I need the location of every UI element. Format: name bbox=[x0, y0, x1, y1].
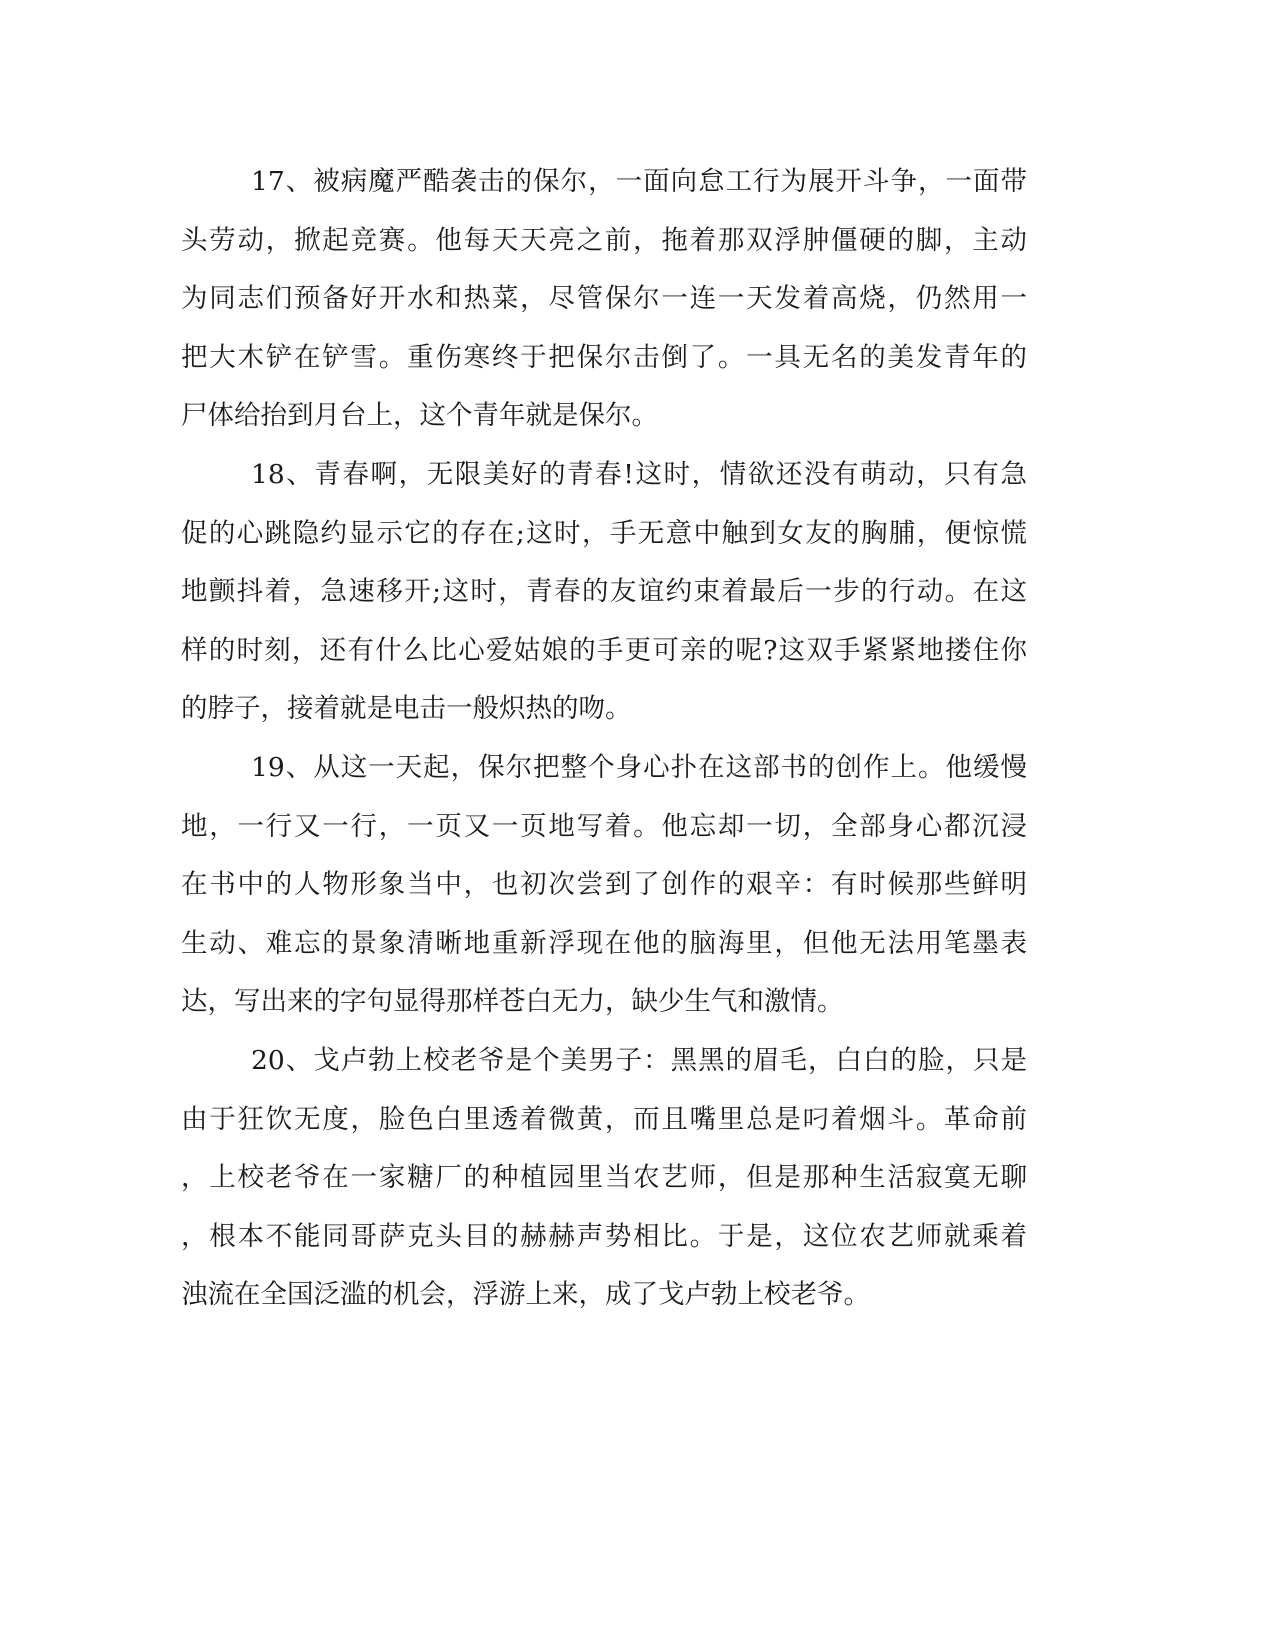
paragraph-18 bbox=[181, 446, 1027, 739]
paragraph-line: 在书中的人物形象当中，也初次尝到了创作的艰辛：有时候那些鲜明 bbox=[181, 869, 1027, 901]
paragraph-line: 生动、难忘的景象清晰地重新浮现在他的脑海里，但他无法用笔墨表 bbox=[181, 927, 1027, 959]
paragraph-line: ，根本不能同哥萨克头目的赫赫声势相比。于是，这位农艺师就乘着 bbox=[181, 1220, 1027, 1252]
paragraph-line: 17、被病魔严酷袭击的保尔，一面向怠工行为展开斗争，一面带 bbox=[251, 166, 1027, 197]
paragraph-20 bbox=[181, 1032, 1027, 1325]
paragraph-line: 20、戈卢勃上校老爷是个美男子：黑黑的眉毛，白白的脸，只是 bbox=[251, 1044, 1027, 1076]
paragraph-line: 的脖子，接着就是电击一般炽热的吻。 bbox=[181, 693, 632, 725]
paragraph-line: 头劳动，掀起竞赛。他每天天亮之前，拖着那双浮肿僵硬的脚，主动 bbox=[181, 224, 1027, 256]
paragraph-line: 18、青春啊，无限美好的青春!这时，情欲还没有萌动，只有急 bbox=[251, 458, 1027, 490]
paragraph-line: 样的时刻，还有什么比心爱姑娘的手更可亲的呢?这双手紧紧地搂住你 bbox=[181, 634, 1027, 666]
paragraph-19 bbox=[181, 739, 1027, 1032]
paragraph-17 bbox=[181, 153, 1027, 446]
paragraph-line: 尸体给抬到月台上，这个青年就是保尔。 bbox=[181, 400, 658, 432]
paragraph-line: 为同志们预备好开水和热菜，尽管保尔一连一天发着高烧，仍然用一 bbox=[181, 283, 1027, 315]
paragraph-line: 地，一行又一行，一页又一页地写着。他忘却一切，全部身心都沉浸 bbox=[181, 810, 1027, 842]
paragraph-line: 达，写出来的字句显得那样苍白无力，缺少生气和激情。 bbox=[181, 986, 844, 1018]
paragraph-line: 浊流在全国泛滥的机会，浮游上来，成了戈卢勃上校老爷。 bbox=[181, 1279, 870, 1311]
paragraph-line: ，上校老爷在一家糖厂的种植园里当农艺师，但是那种生活寂寞无聊 bbox=[181, 1162, 1027, 1194]
paragraph-line: 由于狂饮无度，脸色白里透着微黄，而且嘴里总是叼着烟斗。革命前 bbox=[181, 1103, 1027, 1135]
paragraph-line: 把大木铲在铲雪。重伤寒终于把保尔击倒了。一具无名的美发青年的 bbox=[181, 341, 1027, 373]
paragraph-line: 地颤抖着，急速移开;这时，青春的友谊约束着最后一步的行动。在这 bbox=[181, 576, 1027, 608]
document-body bbox=[181, 153, 1027, 1325]
paragraph-line: 19、从这一天起，保尔把整个身心扑在这部书的创作上。他缓慢 bbox=[251, 751, 1027, 783]
paragraph-line: 促的心跳隐约显示它的存在;这时，手无意中触到女友的胸脯，便惊慌 bbox=[181, 517, 1027, 549]
